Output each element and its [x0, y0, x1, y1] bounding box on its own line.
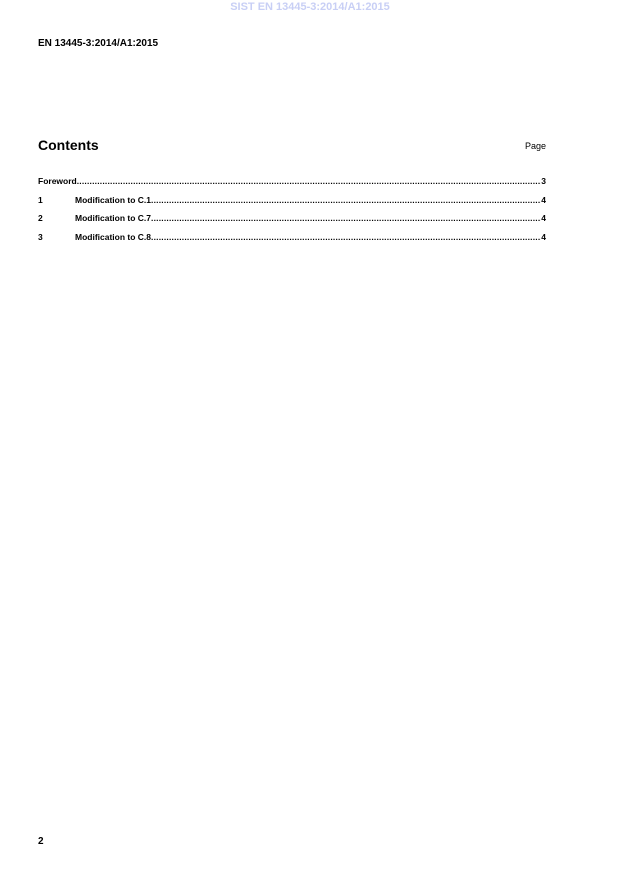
toc-dot-leader — [77, 176, 542, 187]
contents-header — [38, 136, 546, 156]
page-column-label: Page — [524, 141, 546, 151]
table-of-contents — [38, 176, 546, 250]
page-number: 2 — [38, 836, 44, 847]
toc-entry-title: Modification to C.1 — [75, 194, 152, 205]
watermark: SIST EN 13445-3:2014/A1:2015 — [230, 1, 390, 13]
toc-entry-title: Modification to C.7 — [75, 213, 152, 223]
toc-entry-title: Modification to C.8 — [75, 231, 152, 242]
toc-dot-leader — [151, 232, 541, 243]
toc-entry-page: 4 — [541, 213, 546, 223]
toc-entry-page: 4 — [541, 231, 546, 242]
toc-dot-leader — [151, 195, 541, 206]
toc-entry-number: 3 — [38, 231, 43, 242]
toc-entry-1[interactable] — [38, 195, 546, 214]
toc-dot-leader — [151, 213, 541, 224]
toc-entry-2[interactable] — [38, 213, 546, 232]
toc-entry-number: 1 — [38, 194, 43, 205]
toc-entry-page: 3 — [541, 176, 546, 186]
toc-entry-page: 4 — [541, 194, 546, 205]
toc-entry-number: 2 — [38, 213, 43, 223]
toc-entry-3[interactable] — [38, 232, 546, 251]
toc-entry-foreword[interactable] — [38, 176, 546, 195]
document-id: EN 13445-3:2014/A1:2015 — [38, 38, 159, 49]
contents-title: Contents — [38, 137, 99, 153]
toc-entry-title: Foreword — [38, 176, 77, 186]
